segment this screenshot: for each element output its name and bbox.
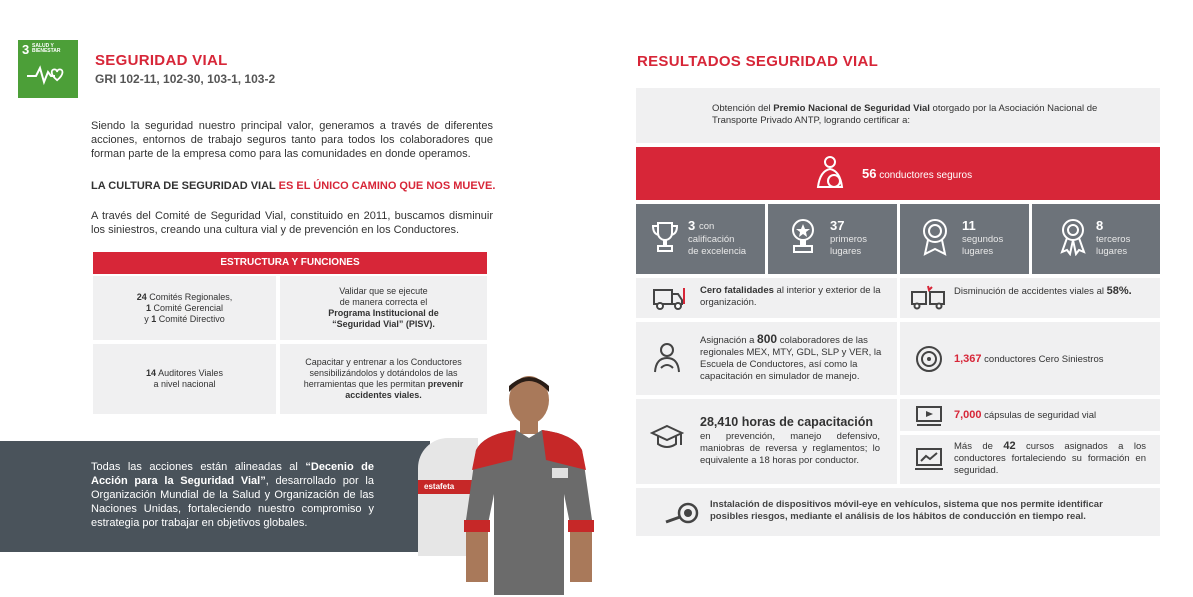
committees-regional-count: 24 [136,291,147,302]
driver-school-box [636,322,897,395]
safe-drivers-text [862,166,972,181]
sdg-badge [18,40,78,98]
video-play-icon [914,405,944,427]
excellence-label-1: con [699,221,715,232]
accidents-percent: 58%. [1106,285,1132,297]
committees-management-count: 1 [145,302,151,313]
courses-text-2: cursos asignados a los conductores fortaleciendo su formación en seguridad. [954,441,1147,476]
third-places-label-1: terceros [1096,234,1131,245]
culture-part1: LA CULTURA DE SEGURIDAD VIAL [91,180,279,192]
culture-statement [91,180,495,192]
second-places-count: 11 [962,218,976,233]
safe-drivers-count: 56 [862,166,877,181]
committee-paragraph: A través del Comité de Seguridad Vial, constituido en 2011, buscamos disminuir los siniestros, creando una cultura vial y de prevención en los Conductores. [91,210,493,236]
committees-and: y [144,313,152,324]
graduation-cap-icon [650,423,684,453]
committees-directive-label: Comité Directivo [156,313,225,324]
first-places-count: 37 [830,218,845,233]
validate-bold1: Programa Institucional de [328,308,439,318]
auditors-label: Auditores Viales [156,368,223,378]
committees-management-label: Comité Gerencial [150,302,224,313]
award-box-second [900,204,1029,274]
award-box-excellence [636,204,765,274]
first-places-label-2: lugares [830,246,862,257]
driver-icon [652,342,682,374]
second-places-label-2: lugares [962,246,994,257]
intro-text-1: Obtención del [712,103,774,114]
training-hours-box [636,399,897,484]
validate-line2: de manera correcta el [339,297,428,307]
committees-directive-count: 1 [151,313,157,324]
ribbon-icon [1058,218,1088,256]
committees-regional-label: Comités Regionales, [146,291,233,302]
medal-icon [920,218,950,256]
decade-text-bold: “Decenio de Acción para la Seguridad Vial” [91,461,374,487]
structure-cell-committees [93,276,276,340]
intro-text-bold: Premio Nacional de Seguridad Vial [773,103,930,114]
first-places-label-1: primeros [830,234,867,245]
accidents-text: Disminución de accidentes viales al [954,286,1107,297]
school-text-2: colaboradores de las regionales MEX, MTY, GDL, SLP y VER, la Escuela de Conductores, así como la capacitación en simulador de manejo. [700,335,882,382]
decade-text [91,460,374,530]
safe-drivers-label: conductores seguros [876,170,973,181]
laptop-chart-icon [914,447,944,471]
employee-photo [436,372,622,597]
camera-sensor-icon [664,500,700,526]
mobileye-box [636,488,1160,536]
excellence-label-2: calificación [688,234,735,245]
accidents-box [900,278,1160,318]
structure-cell-validate [280,276,487,340]
mobileye-text: Instalación de dispositivos móvil-eye en vehículos, sistema que nos permite identificar posibles riesgos, mediante el análisis de los hábitos de conducción en tiempo real. [710,499,1103,522]
zero-claims-count: 1,367 [954,353,982,365]
culture-part2: ES EL ÚNICO CAMINO QUE NOS MUEVE. [278,180,496,192]
zero-claims-box [900,322,1160,395]
excellence-count: 3 [688,218,696,233]
training-text: en prevención, manejo defensivo, maniobras de reversa y reglamentos; lo equivalente a 18 horas por conductor. [700,431,880,466]
structure-header: ESTRUCTURA Y FUNCIONES [93,252,487,274]
driver-wheel-icon [814,155,848,191]
star-trophy-icon [786,218,820,256]
validate-line1: Validar que se ejecute [339,286,428,296]
sdg-number: 3 [22,42,30,57]
validate-tail: (PISV). [403,319,435,329]
structure-cell-auditors [93,344,276,414]
fatalities-text: al interior y exterior de la organización. [700,285,881,308]
validate-bold2: “Seguridad Vial” [332,319,404,329]
third-places-label-2: lugares [1096,246,1128,257]
truck-label: estafeta [424,482,455,491]
courses-box [900,435,1160,484]
forklift-icon [652,284,688,312]
courses-count: 42 [1003,440,1016,452]
trophy-icon [650,220,680,254]
training-hours: 28,410 horas de capacitación [700,415,874,429]
page-title-left: SEGURIDAD VIAL [95,52,228,69]
excellence-label-3: de excelencia [688,246,747,257]
decade-text-2: , desarrollado por la Organización Mundial de la Salud y Organización de las Naciones Unidas, fortaleciendo nuestro compromiso y estrategia por trabajar en objetivos globales. [91,475,374,529]
capsules-text: cápsulas de seguridad vial [981,410,1097,421]
intro-paragraph: Siendo la seguridad nuestro principal valor, generamos a través de diferentes acciones, entornos de trabajo seguros tanto para todos los colaboradores que forman parte de la empresa como para las comunidades en donde operamos. [91,120,493,160]
truck-crash-icon [910,284,948,312]
auditors-count: 14 [146,368,157,378]
training-cell-bold: prevenir accidentes viales. [345,379,464,400]
gri-codes: GRI 102-11, 102-30, 103-1, 103-2 [95,72,276,86]
page-title-right: RESULTADOS SEGURIDAD VIAL [637,53,879,70]
fatalities-box [636,278,897,318]
auditors-scope: a nivel nacional [153,379,216,389]
steering-wheel-icon [914,344,944,374]
award-intro-text [712,103,1112,127]
courses-text-1: Más de [954,441,1004,452]
school-text-1: Asignación a [700,335,758,346]
sdg-label: SALUD Y BIENESTAR [32,43,61,54]
fatalities-bold: Cero fatalidades [700,285,774,296]
zero-claims-text: conductores Cero Siniestros [981,354,1104,365]
heartbeat-icon [26,64,70,86]
award-box-third [1032,204,1160,274]
award-box-first [768,204,897,274]
third-places-count: 8 [1096,218,1104,233]
decade-text-1: Todas las acciones están alineadas al [91,461,306,473]
training-cell-text: Capacitar y entrenar a los Conductores sensibilizándolos y dotándolos de las herramientas que les permitan [303,357,462,389]
school-count: 800 [757,332,778,346]
intro-text-2: otorgado por la Asociación Nacional de Transporte Privado ANTP, logrando certificar a: [712,103,1098,126]
second-places-label-1: segundos [962,234,1004,245]
capsules-count: 7,000 [954,409,982,421]
capsules-box [900,399,1160,431]
